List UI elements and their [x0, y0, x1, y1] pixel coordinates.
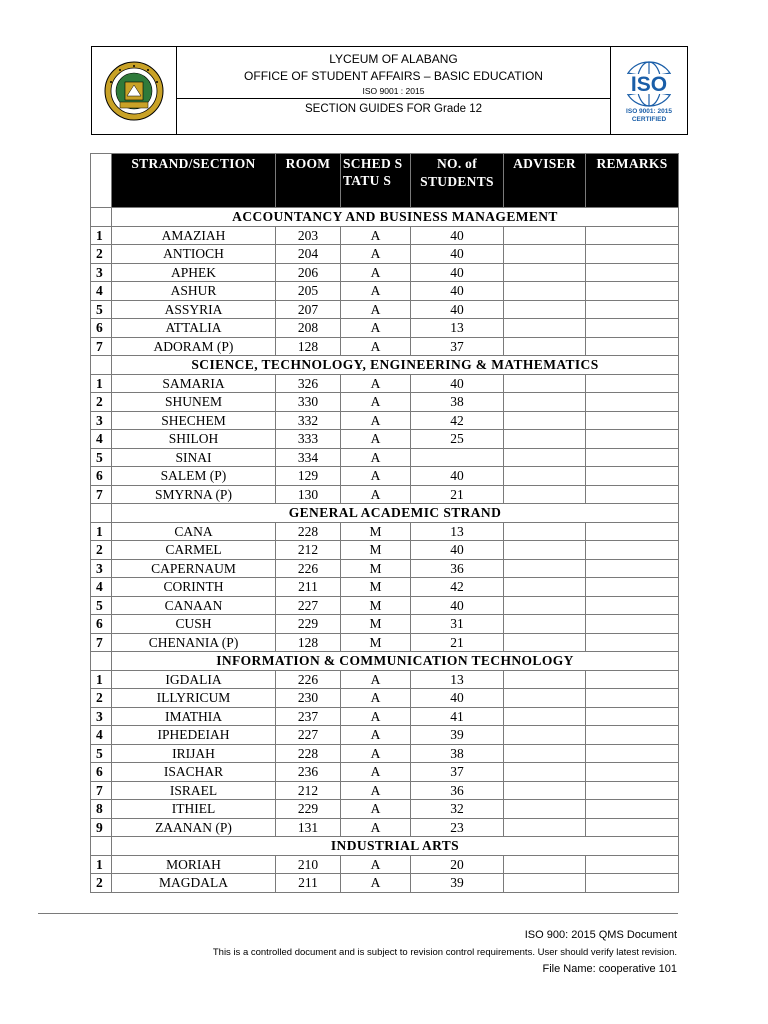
adviser-cell	[504, 596, 586, 615]
adviser-cell	[504, 855, 586, 874]
adviser-cell	[504, 485, 586, 504]
remarks-cell	[586, 522, 679, 541]
document-header	[91, 46, 688, 135]
col-header: REMARKS	[586, 154, 679, 208]
student-count: 40	[411, 300, 504, 319]
student-count: 40	[411, 541, 504, 560]
row-number: 6	[91, 763, 112, 782]
strand-row	[91, 504, 679, 523]
table-row	[91, 541, 679, 560]
remarks-cell	[586, 670, 679, 689]
student-count: 40	[411, 245, 504, 264]
room-number: 212	[276, 541, 341, 560]
col-header: STRAND/SECTION	[112, 154, 276, 208]
table-row	[91, 300, 679, 319]
remarks-cell	[586, 763, 679, 782]
sched-status: A	[341, 874, 411, 893]
adviser-cell	[504, 707, 586, 726]
row-number: 5	[91, 596, 112, 615]
sched-status: A	[341, 855, 411, 874]
remarks-cell	[586, 319, 679, 338]
adviser-cell	[504, 374, 586, 393]
table-row	[91, 874, 679, 893]
student-count: 40	[411, 374, 504, 393]
room-number: 229	[276, 615, 341, 634]
student-count: 40	[411, 263, 504, 282]
row-number: 3	[91, 263, 112, 282]
row-number: 4	[91, 726, 112, 745]
remarks-cell	[586, 707, 679, 726]
strand-title: GENERAL ACADEMIC STRAND	[112, 504, 679, 523]
strand-row	[91, 652, 679, 671]
room-number: 326	[276, 374, 341, 393]
table-row	[91, 670, 679, 689]
room-number: 211	[276, 578, 341, 597]
sched-status: M	[341, 633, 411, 652]
table-row	[91, 744, 679, 763]
strand-title: INDUSTRIAL ARTS	[112, 837, 679, 856]
room-number: 206	[276, 263, 341, 282]
room-number: 203	[276, 226, 341, 245]
remarks-cell	[586, 633, 679, 652]
adviser-cell	[504, 319, 586, 338]
room-number: 230	[276, 689, 341, 708]
room-number: 332	[276, 411, 341, 430]
student-count: 31	[411, 615, 504, 634]
remarks-cell	[586, 282, 679, 301]
adviser-cell	[504, 226, 586, 245]
row-number: 7	[91, 633, 112, 652]
sched-status: A	[341, 448, 411, 467]
section-name: ISACHAR	[112, 763, 276, 782]
section-name: CUSH	[112, 615, 276, 634]
iso-certified-logo	[618, 58, 680, 124]
student-count: 13	[411, 319, 504, 338]
col-header: NO. of STUDENTS	[411, 154, 504, 208]
section-name: MORIAH	[112, 855, 276, 874]
document-title: SECTION GUIDES FOR Grade 12	[304, 103, 482, 115]
footer-divider	[38, 913, 678, 914]
room-number: 228	[276, 744, 341, 763]
table-row	[91, 726, 679, 745]
adviser-cell	[504, 800, 586, 819]
student-count: 40	[411, 689, 504, 708]
section-name: ITHIEL	[112, 800, 276, 819]
section-name: CANAAN	[112, 596, 276, 615]
room-number: 333	[276, 430, 341, 449]
section-name: CORINTH	[112, 578, 276, 597]
room-number: 211	[276, 874, 341, 893]
iso-cert-line2: CERTIFIED	[631, 115, 667, 123]
section-name: CHENANIA (P)	[112, 633, 276, 652]
remarks-cell	[586, 393, 679, 412]
row-number: 3	[91, 707, 112, 726]
row-number: 7	[91, 781, 112, 800]
row-number: 6	[91, 319, 112, 338]
row-number: 4	[91, 578, 112, 597]
remarks-cell	[586, 781, 679, 800]
table-row	[91, 633, 679, 652]
room-number: 226	[276, 559, 341, 578]
adviser-cell	[504, 300, 586, 319]
adviser-cell	[504, 411, 586, 430]
adviser-cell	[504, 874, 586, 893]
sched-status: A	[341, 411, 411, 430]
room-number: 129	[276, 467, 341, 486]
section-name: CANA	[112, 522, 276, 541]
strand-blank-cell	[91, 504, 112, 523]
strand-title: SCIENCE, TECHNOLOGY, ENGINEERING & MATHEMATICS	[112, 356, 679, 375]
row-number: 1	[91, 670, 112, 689]
section-name: IRIJAH	[112, 744, 276, 763]
sched-status: M	[341, 578, 411, 597]
sched-status: A	[341, 781, 411, 800]
col-header: ROOM	[276, 154, 341, 208]
room-number: 229	[276, 800, 341, 819]
strand-row	[91, 837, 679, 856]
table-row	[91, 319, 679, 338]
student-count: 36	[411, 781, 504, 800]
table-row	[91, 485, 679, 504]
table-row	[91, 448, 679, 467]
remarks-cell	[586, 726, 679, 745]
section-name: ILLYRICUM	[112, 689, 276, 708]
row-number: 1	[91, 855, 112, 874]
table-row	[91, 800, 679, 819]
sched-status: M	[341, 559, 411, 578]
adviser-cell	[504, 337, 586, 356]
strand-row	[91, 208, 679, 227]
adviser-cell	[504, 744, 586, 763]
row-number: 1	[91, 374, 112, 393]
adviser-cell	[504, 615, 586, 634]
remarks-cell	[586, 245, 679, 264]
table-row	[91, 467, 679, 486]
table-row	[91, 689, 679, 708]
room-number: 236	[276, 763, 341, 782]
section-name: MAGDALA	[112, 874, 276, 893]
table-row	[91, 263, 679, 282]
sched-status: M	[341, 596, 411, 615]
sched-status: A	[341, 374, 411, 393]
iso-logo-cell	[610, 47, 687, 134]
table-row	[91, 781, 679, 800]
iso-logo-text: ISO	[630, 72, 668, 96]
sched-status: A	[341, 226, 411, 245]
table-row	[91, 393, 679, 412]
strand-blank-cell	[91, 837, 112, 856]
room-number: 210	[276, 855, 341, 874]
room-number: 207	[276, 300, 341, 319]
row-number: 4	[91, 430, 112, 449]
student-count	[411, 448, 504, 467]
sched-status: M	[341, 522, 411, 541]
sched-status: A	[341, 263, 411, 282]
table-row	[91, 411, 679, 430]
sched-status: A	[341, 300, 411, 319]
footer-qms: ISO 900: 2015 QMS Document	[524, 929, 677, 941]
row-number: 6	[91, 467, 112, 486]
row-number: 2	[91, 245, 112, 264]
sched-status: M	[341, 541, 411, 560]
strand-blank-cell	[91, 208, 112, 227]
adviser-cell	[504, 467, 586, 486]
room-number: 227	[276, 726, 341, 745]
row-number: 5	[91, 744, 112, 763]
remarks-cell	[586, 800, 679, 819]
remarks-cell	[586, 818, 679, 837]
remarks-cell	[586, 559, 679, 578]
room-number: 128	[276, 337, 341, 356]
office-name: OFFICE OF STUDENT AFFAIRS – BASIC EDUCATION	[244, 69, 543, 83]
student-count: 37	[411, 763, 504, 782]
room-number: 205	[276, 282, 341, 301]
sched-status: A	[341, 726, 411, 745]
adviser-cell	[504, 263, 586, 282]
row-number: 1	[91, 226, 112, 245]
table-row	[91, 763, 679, 782]
student-count: 13	[411, 522, 504, 541]
section-name: SAMARIA	[112, 374, 276, 393]
student-count: 25	[411, 430, 504, 449]
student-count: 40	[411, 596, 504, 615]
strand-blank-cell	[91, 356, 112, 375]
col-header: ADVISER	[504, 154, 586, 208]
student-count: 36	[411, 559, 504, 578]
room-number: 130	[276, 485, 341, 504]
remarks-cell	[586, 541, 679, 560]
row-number: 2	[91, 541, 112, 560]
adviser-cell	[504, 689, 586, 708]
adviser-cell	[504, 726, 586, 745]
remarks-cell	[586, 300, 679, 319]
table-row	[91, 245, 679, 264]
section-name: SHILOH	[112, 430, 276, 449]
row-number: 7	[91, 337, 112, 356]
student-count: 39	[411, 874, 504, 893]
sched-status: A	[341, 818, 411, 837]
table-row	[91, 337, 679, 356]
section-name: SHECHEM	[112, 411, 276, 430]
strand-title: ACCOUNTANCY AND BUSINESS MANAGEMENT	[112, 208, 679, 227]
table-body	[91, 208, 679, 893]
row-number: 3	[91, 559, 112, 578]
table-row	[91, 578, 679, 597]
adviser-cell	[504, 559, 586, 578]
section-name: ADORAM (P)	[112, 337, 276, 356]
room-number: 226	[276, 670, 341, 689]
adviser-cell	[504, 282, 586, 301]
table-row	[91, 707, 679, 726]
section-name: SMYRNA (P)	[112, 485, 276, 504]
student-count: 32	[411, 800, 504, 819]
student-count: 39	[411, 726, 504, 745]
sched-status: A	[341, 393, 411, 412]
student-count: 41	[411, 707, 504, 726]
adviser-cell	[504, 578, 586, 597]
section-name: AMAZIAH	[112, 226, 276, 245]
remarks-cell	[586, 596, 679, 615]
student-count: 40	[411, 467, 504, 486]
adviser-cell	[504, 818, 586, 837]
table-row	[91, 522, 679, 541]
sched-status: A	[341, 689, 411, 708]
row-number: 2	[91, 874, 112, 893]
remarks-cell	[586, 855, 679, 874]
room-number: 330	[276, 393, 341, 412]
iso-cert-line1: ISO 9001: 2015	[626, 107, 672, 115]
section-guide-table	[90, 153, 679, 893]
room-number: 208	[276, 319, 341, 338]
footer-file-name: File Name: cooperative 101	[542, 963, 677, 975]
school-seal-cell	[92, 47, 177, 134]
student-count: 23	[411, 818, 504, 837]
section-name: SALEM (P)	[112, 467, 276, 486]
room-number: 131	[276, 818, 341, 837]
remarks-cell	[586, 226, 679, 245]
strand-title: INFORMATION & COMMUNICATION TECHNOLOGY	[112, 652, 679, 671]
remarks-cell	[586, 615, 679, 634]
room-number: 212	[276, 781, 341, 800]
student-count: 21	[411, 633, 504, 652]
section-name: ASSYRIA	[112, 300, 276, 319]
sched-status: A	[341, 670, 411, 689]
section-name: SHUNEM	[112, 393, 276, 412]
section-name: ANTIOCH	[112, 245, 276, 264]
table-row	[91, 615, 679, 634]
sched-status: A	[341, 245, 411, 264]
remarks-cell	[586, 430, 679, 449]
adviser-cell	[504, 393, 586, 412]
header-blank	[91, 154, 112, 208]
remarks-cell	[586, 485, 679, 504]
room-number: 334	[276, 448, 341, 467]
remarks-cell	[586, 744, 679, 763]
section-name: APHEK	[112, 263, 276, 282]
sched-status: A	[341, 744, 411, 763]
strand-blank-cell	[91, 652, 112, 671]
sched-status: A	[341, 282, 411, 301]
table-row	[91, 226, 679, 245]
remarks-cell	[586, 467, 679, 486]
adviser-cell	[504, 633, 586, 652]
row-number: 5	[91, 448, 112, 467]
table-row	[91, 430, 679, 449]
sched-status: A	[341, 430, 411, 449]
table-row	[91, 559, 679, 578]
sched-status: M	[341, 615, 411, 634]
adviser-cell	[504, 430, 586, 449]
row-number: 4	[91, 282, 112, 301]
adviser-cell	[504, 670, 586, 689]
row-number: 7	[91, 485, 112, 504]
row-number: 5	[91, 300, 112, 319]
table-row	[91, 374, 679, 393]
sched-status: A	[341, 707, 411, 726]
row-number: 8	[91, 800, 112, 819]
row-number: 2	[91, 393, 112, 412]
table-row	[91, 282, 679, 301]
footer-notice: This is a controlled document and is subject to revision control requirements. User should verify latest revision.	[212, 947, 677, 958]
student-count: 38	[411, 393, 504, 412]
student-count: 40	[411, 282, 504, 301]
school-name: LYCEUM OF ALABANG	[329, 52, 458, 66]
room-number: 227	[276, 596, 341, 615]
section-name: SINAI	[112, 448, 276, 467]
adviser-cell	[504, 448, 586, 467]
row-number: 9	[91, 818, 112, 837]
section-name: IMATHIA	[112, 707, 276, 726]
sched-status: A	[341, 485, 411, 504]
adviser-cell	[504, 522, 586, 541]
remarks-cell	[586, 337, 679, 356]
sched-status: A	[341, 763, 411, 782]
table-row	[91, 855, 679, 874]
adviser-cell	[504, 541, 586, 560]
student-count: 37	[411, 337, 504, 356]
iso-code: ISO 9001 : 2015	[177, 85, 610, 99]
room-number: 237	[276, 707, 341, 726]
student-count: 13	[411, 670, 504, 689]
room-number: 204	[276, 245, 341, 264]
remarks-cell	[586, 874, 679, 893]
row-number: 3	[91, 411, 112, 430]
room-number: 228	[276, 522, 341, 541]
student-count: 38	[411, 744, 504, 763]
student-count: 21	[411, 485, 504, 504]
section-name: ISRAEL	[112, 781, 276, 800]
section-name: ATTALIA	[112, 319, 276, 338]
sched-status: A	[341, 337, 411, 356]
remarks-cell	[586, 448, 679, 467]
row-number: 1	[91, 522, 112, 541]
sched-status: A	[341, 467, 411, 486]
section-name: ZAANAN (P)	[112, 818, 276, 837]
remarks-cell	[586, 578, 679, 597]
student-count: 42	[411, 578, 504, 597]
remarks-cell	[586, 374, 679, 393]
row-number: 2	[91, 689, 112, 708]
row-number: 6	[91, 615, 112, 634]
student-count: 42	[411, 411, 504, 430]
section-name: IGDALIA	[112, 670, 276, 689]
strand-row	[91, 356, 679, 375]
sched-status: A	[341, 800, 411, 819]
col-header: SCHED STATU S	[341, 154, 411, 208]
remarks-cell	[586, 263, 679, 282]
table-row	[91, 818, 679, 837]
section-name: CARMEL	[112, 541, 276, 560]
section-name: IPHEDEIAH	[112, 726, 276, 745]
adviser-cell	[504, 763, 586, 782]
section-name: ASHUR	[112, 282, 276, 301]
sched-status: A	[341, 319, 411, 338]
student-count: 40	[411, 226, 504, 245]
adviser-cell	[504, 245, 586, 264]
section-name: CAPERNAUM	[112, 559, 276, 578]
remarks-cell	[586, 411, 679, 430]
remarks-cell	[586, 689, 679, 708]
adviser-cell	[504, 781, 586, 800]
room-number: 128	[276, 633, 341, 652]
table-header-row	[91, 154, 679, 208]
school-seal-icon	[103, 60, 165, 122]
student-count: 20	[411, 855, 504, 874]
table-row	[91, 596, 679, 615]
